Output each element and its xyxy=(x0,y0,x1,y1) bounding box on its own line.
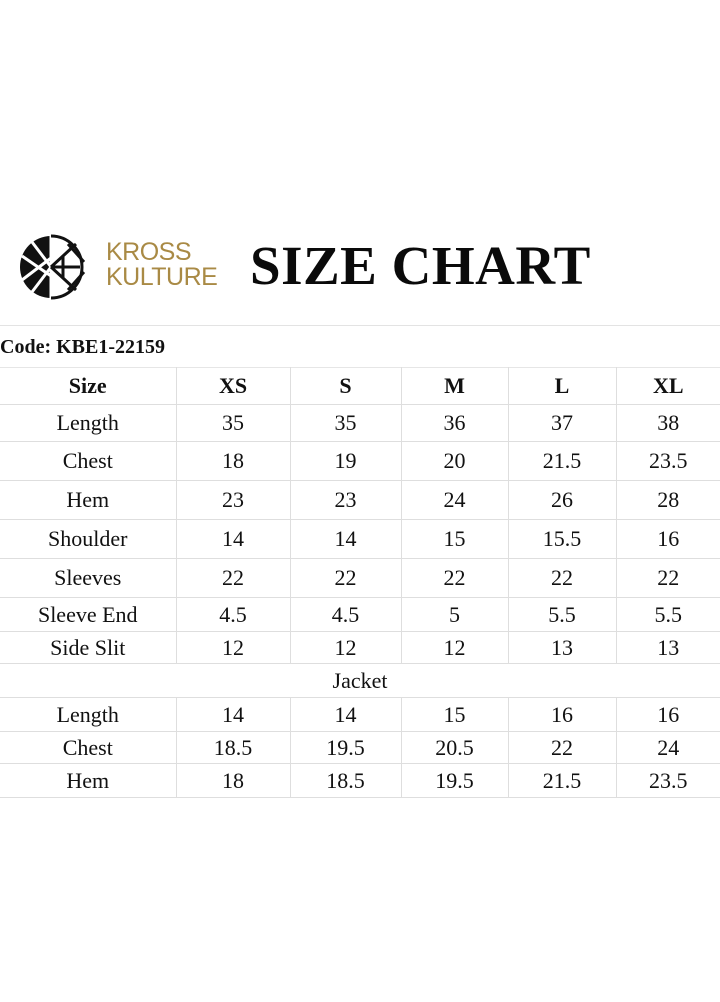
brand-wordmark xyxy=(106,240,217,290)
table-row xyxy=(0,764,720,798)
table-cell: 15 xyxy=(401,520,508,559)
table-row xyxy=(0,520,720,559)
table-cell: 23.5 xyxy=(616,764,720,798)
size-table xyxy=(0,367,720,798)
table-cell: 4.5 xyxy=(290,598,401,632)
table-cell: 18.5 xyxy=(290,764,401,798)
table-cell: 38 xyxy=(616,405,720,442)
table-cell: 21.5 xyxy=(508,442,616,481)
table-cell: 35 xyxy=(176,405,290,442)
row-label: Sleeve End xyxy=(0,598,176,632)
table-cell: 4.5 xyxy=(176,598,290,632)
row-label: Sleeves xyxy=(0,559,176,598)
table-cell: 18.5 xyxy=(176,732,290,764)
table-cell: 14 xyxy=(290,520,401,559)
table-row xyxy=(0,481,720,520)
table-cell: 21.5 xyxy=(508,764,616,798)
table-row xyxy=(0,598,720,632)
table-cell: 16 xyxy=(616,698,720,732)
table-row xyxy=(0,405,720,442)
table-cell: 24 xyxy=(401,481,508,520)
divider xyxy=(0,325,720,326)
column-header: L xyxy=(508,368,616,405)
table-cell: 12 xyxy=(290,632,401,664)
table-cell: 16 xyxy=(508,698,616,732)
table-cell: 13 xyxy=(616,632,720,664)
table-cell: 14 xyxy=(290,698,401,732)
brand-line-1: KROSS xyxy=(106,238,192,266)
column-header: XL xyxy=(616,368,720,405)
table-cell: 14 xyxy=(176,520,290,559)
product-code: Code: KBE1-22159 xyxy=(0,336,165,358)
column-header: XS xyxy=(176,368,290,405)
table-cell: 36 xyxy=(401,405,508,442)
table-row xyxy=(0,442,720,481)
table-cell: 15 xyxy=(401,698,508,732)
table-cell: 12 xyxy=(176,632,290,664)
table-cell: 16 xyxy=(616,520,720,559)
row-label: Hem xyxy=(0,481,176,520)
row-label: Length xyxy=(0,698,176,732)
table-cell: 19.5 xyxy=(290,732,401,764)
table-cell: 37 xyxy=(508,405,616,442)
table-cell: 20.5 xyxy=(401,732,508,764)
table-cell: 5 xyxy=(401,598,508,632)
table-cell: 14 xyxy=(176,698,290,732)
table-cell: 24 xyxy=(616,732,720,764)
table-cell: 22 xyxy=(176,559,290,598)
table-cell: 19 xyxy=(290,442,401,481)
table-row xyxy=(0,698,720,732)
table-header-row xyxy=(0,368,720,405)
row-label: Side Slit xyxy=(0,632,176,664)
table-cell: 18 xyxy=(176,764,290,798)
kross-kulture-logo-icon xyxy=(18,234,92,300)
table-cell: 5.5 xyxy=(508,598,616,632)
table-cell: 22 xyxy=(508,732,616,764)
section-label: Jacket xyxy=(0,664,720,698)
table-cell: 23 xyxy=(290,481,401,520)
row-label: Chest xyxy=(0,442,176,481)
table-cell: 23 xyxy=(176,481,290,520)
row-label: Shoulder xyxy=(0,520,176,559)
column-header: S xyxy=(290,368,401,405)
table-row xyxy=(0,559,720,598)
table-cell: 35 xyxy=(290,405,401,442)
table-cell: 28 xyxy=(616,481,720,520)
row-label: Chest xyxy=(0,732,176,764)
brand-line-2: KULTURE xyxy=(106,263,218,291)
table-cell: 12 xyxy=(401,632,508,664)
table-cell: 23.5 xyxy=(616,442,720,481)
section-header-row xyxy=(0,664,720,698)
column-header: M xyxy=(401,368,508,405)
table-cell: 22 xyxy=(290,559,401,598)
table-cell: 19.5 xyxy=(401,764,508,798)
page-title: SIZE CHART xyxy=(250,235,591,296)
table-row xyxy=(0,632,720,664)
table-row xyxy=(0,732,720,764)
table-cell: 13 xyxy=(508,632,616,664)
column-header: Size xyxy=(0,368,176,405)
table-cell: 26 xyxy=(508,481,616,520)
table-cell: 22 xyxy=(401,559,508,598)
row-label: Length xyxy=(0,405,176,442)
table-cell: 5.5 xyxy=(616,598,720,632)
table-cell: 20 xyxy=(401,442,508,481)
row-label: Hem xyxy=(0,764,176,798)
table-cell: 18 xyxy=(176,442,290,481)
table-cell: 22 xyxy=(508,559,616,598)
header xyxy=(18,232,718,302)
table-cell: 15.5 xyxy=(508,520,616,559)
table-cell: 22 xyxy=(616,559,720,598)
